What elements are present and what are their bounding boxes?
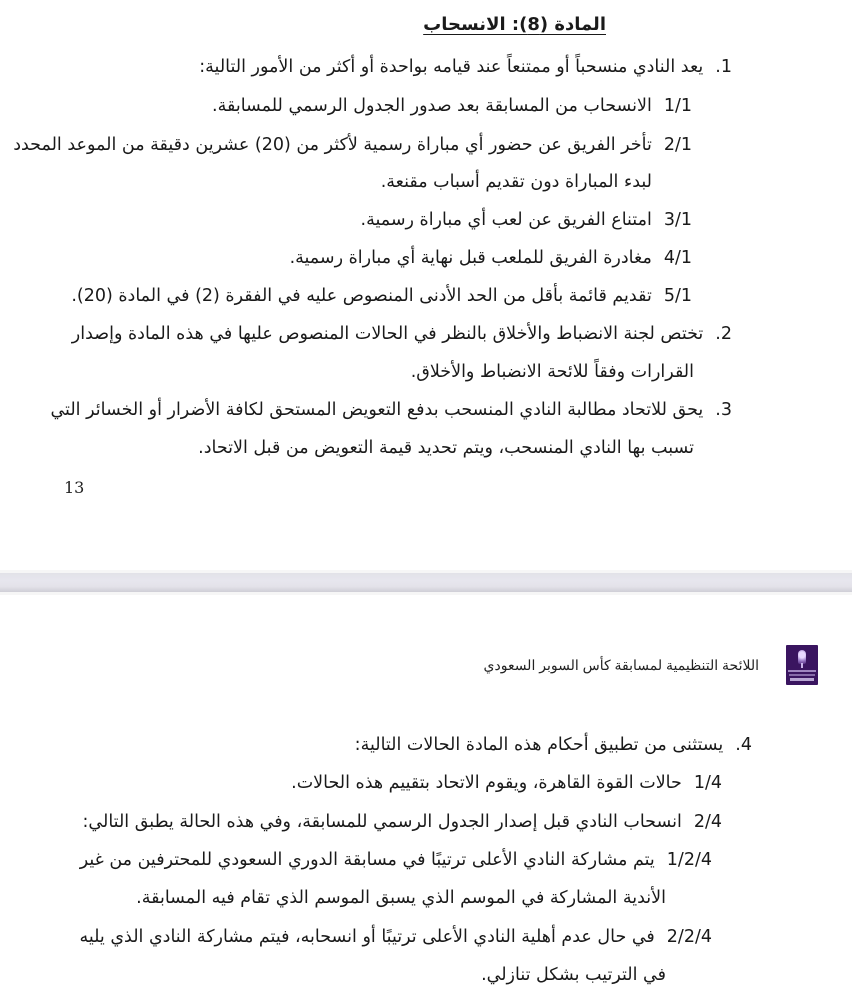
clause-text: في حال عدم أهلية النادي الأعلى ترتيبًا أو انسحابه، فيتم مشاركة النادي الذي يليه <box>79 927 655 947</box>
clause-text: يعد النادي منسحباً أو ممتنعاً عند قيامه بواحدة أو أكثر من الأمور التالية: <box>199 57 704 77</box>
clause-2-continued <box>411 360 694 384</box>
sub-clause-1-5 <box>71 284 692 308</box>
clause-number: 4. <box>735 735 752 755</box>
clause-number: 3. <box>715 400 732 420</box>
sub-clause-4-2-1-continued <box>136 886 666 910</box>
clause-text: انسحاب النادي قبل إصدار الجدول الرسمي للمسابقة، وفي هذه الحالة يطبق التالي: <box>82 812 682 832</box>
sub-clause-1-3 <box>361 208 693 232</box>
sub-clause-4-2 <box>83 810 722 834</box>
clause-number: 2/2/4 <box>666 927 712 947</box>
clause-text: الأندية المشاركة في الموسم الذي يسبق الموسم الذي تقام فيه المسابقة. <box>136 888 666 908</box>
clause-text: القرارات وفقاً للائحة الانضباط والأخلاق. <box>410 362 694 382</box>
document-page-14 <box>0 595 852 1000</box>
clause-number: 3/1 <box>663 210 692 230</box>
clause-number: 1/1 <box>663 96 692 116</box>
clause-number: 2/1 <box>663 135 692 155</box>
sub-clause-4-2-2-continued <box>481 963 666 987</box>
clause-2 <box>72 322 732 346</box>
logo-text-line <box>789 674 815 676</box>
trophy-stem <box>801 663 803 668</box>
sub-clause-1-2 <box>13 133 692 157</box>
sub-clause-1-1 <box>212 94 692 118</box>
clause-number: 1/4 <box>693 773 722 793</box>
clause-text: تأخر الفريق عن حضور أي مباراة رسمية لأكثر من (20) عشرين دقيقة من الموعد المحدد <box>13 135 652 155</box>
trophy-icon <box>798 650 806 664</box>
sub-clause-1-4 <box>290 246 692 270</box>
sub-clause-1-2-continued <box>381 170 652 194</box>
clause-text: تقديم قائمة بأقل من الحد الأدنى المنصوص عليه في الفقرة (2) في المادة (20). <box>71 286 652 306</box>
clause-number: 1/2/4 <box>666 850 712 870</box>
sub-clause-4-2-1 <box>80 848 712 872</box>
clause-3-continued <box>198 436 694 460</box>
clause-number: 2/4 <box>693 812 722 832</box>
clause-text: امتناع الفريق عن لعب أي مباراة رسمية. <box>360 210 652 230</box>
clause-3 <box>50 398 732 422</box>
clause-text: لبدء المباراة دون تقديم أسباب مقنعة. <box>380 172 652 192</box>
page-number: 13 <box>64 478 85 497</box>
sub-clause-4-2-2 <box>79 925 712 949</box>
page-separator <box>0 570 852 595</box>
article-title: المادة (8): الانسحاب <box>423 14 606 35</box>
page-separator-band <box>0 573 852 592</box>
clause-text: تختص لجنة الانضباط والأخلاق بالنظر في الحالات المنصوص عليها في هذه المادة وإصدار <box>71 324 704 344</box>
clause-number: 5/1 <box>663 286 692 306</box>
clause-text: يحق للاتحاد مطالبة النادي المنسحب بدفع التعويض المستحق لكافة الأضرار أو الخسائر التي <box>50 400 704 420</box>
clause-text: تسبب بها النادي المنسحب، ويتم تحديد قيمة التعويض من قبل الاتحاد. <box>198 438 694 458</box>
saudi-super-cup-logo-icon <box>786 645 818 685</box>
clause-text: يتم مشاركة النادي الأعلى ترتيبًا في مسابقة الدوري السعودي للمحترفين من غير <box>79 850 655 870</box>
clause-text: مغادرة الفريق للملعب قبل نهاية أي مباراة رسمية. <box>289 248 652 268</box>
clause-text: حالات القوة القاهرة، ويقوم الاتحاد بتقييم هذه الحالات. <box>291 773 682 793</box>
clause-text: الانسحاب من المسابقة بعد صدور الجدول الرسمي للمسابقة. <box>212 96 652 116</box>
logo-text-line <box>788 670 816 672</box>
running-header-title: اللائحة التنظيمية لمسابقة كأس السوبر السعودي <box>483 657 759 673</box>
sub-clause-4-1 <box>291 771 722 795</box>
clause-1 <box>199 55 732 79</box>
clause-4 <box>355 733 752 757</box>
clause-text: يستثنى من تطبيق أحكام هذه المادة الحالات التالية: <box>354 735 724 755</box>
clause-text: في الترتيب بشكل تنازلي. <box>481 965 666 985</box>
clause-number: 2. <box>715 324 732 344</box>
clause-number: 1. <box>715 57 732 77</box>
clause-number: 4/1 <box>663 248 692 268</box>
logo-text-line <box>790 678 814 681</box>
